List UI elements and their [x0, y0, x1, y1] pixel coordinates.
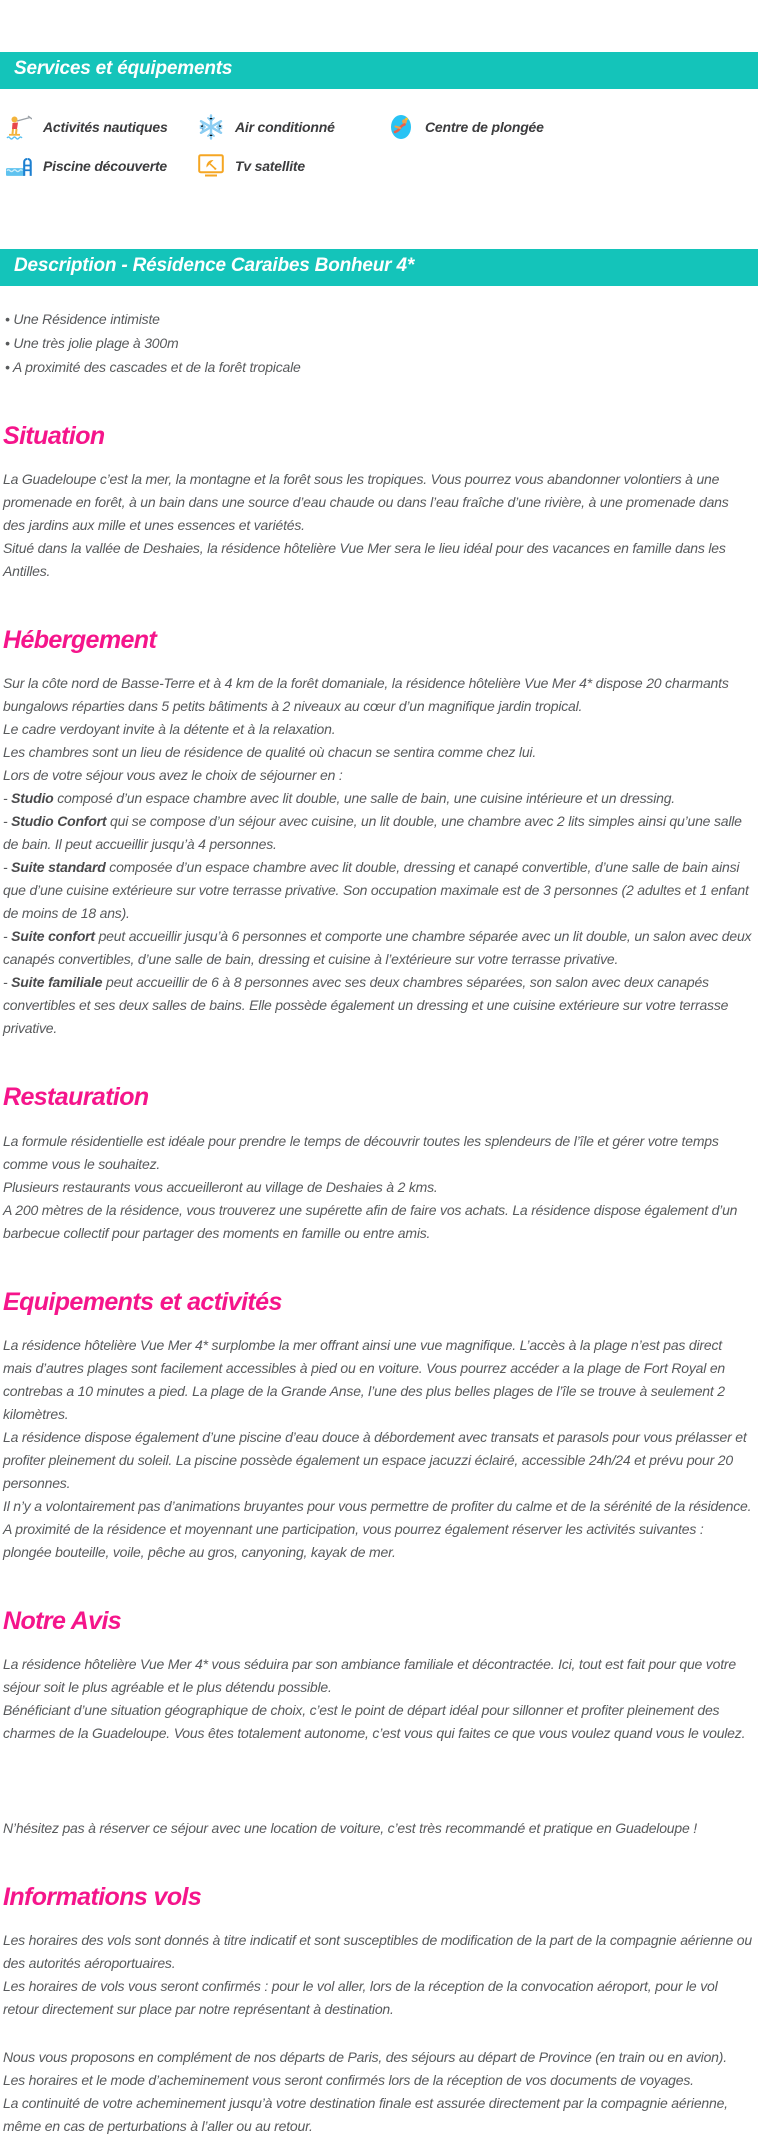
paragraph: N’hésitez pas à réserver ce séjour avec une location de voiture, c’est très recommandé et pratique en Guadeloupe ! [3, 1820, 697, 1837]
paragraph: La formule résidentielle est idéale pour prendre le temps de découvrir toutes les splendeurs de l’île et gérer votre temps comme vous le souhaitez. [3, 1132, 719, 1172]
section-title: Situation [3, 421, 105, 450]
paragraph: - Studio composé d’un espace chambre avec lit double, une salle de bain, une cuisine intérieure et un dressing. [3, 790, 675, 807]
section-situation [0, 423, 758, 583]
paragraph: La résidence hôtelière Vue Mer 4* surplombe la mer offrant ainsi une vue magnifique. L’accès à la plage n’est pas direct mais d’autres plages sont facilement accessibles à pied ou en voiture. Vous pourrez accéder a la plage de Fort Royal en contrebas a 10 minutes a pied. La plage de la Grande Anse, l’une des plus belles plages de l’île se trouve à seulement 2 kilomètres. [3, 1336, 725, 1422]
pool-ladder-icon [6, 153, 32, 179]
paragraph: Plusieurs restaurants vous accueilleront au village de Deshaies à 2 kms. [3, 1178, 438, 1195]
section-hebergement [0, 627, 758, 1040]
paragraph: - Suite familiale peut accueillir de 6 à 8 personnes avec ses deux chambres séparées, son salon avec deux canapés convertibles et ses deux salles de bains. Elle possède également un dressing et une cuisine extérieure sur votre terrasse privative. [3, 974, 729, 1037]
paragraph: Bénéficiant d’une situation géographique de choix, c’est le point de départ idéal pour sillonner et profiter pleinement des charmes de la Guadeloupe. Vous êtes totalement autonome, c’est vous qui faites ce que vous voulez quand vous le voulez. [3, 1702, 746, 1742]
section-body [3, 468, 752, 583]
section-body [3, 1653, 752, 1840]
paragraph-bold-label: Studio [11, 790, 54, 807]
paragraph-bold-label: Suite confort [11, 928, 95, 945]
highlight-item: • Une Résidence intimiste [5, 310, 160, 327]
description-banner-title: Description - Résidence Caraibes Bonheur 4* [14, 254, 415, 276]
service-item-centre-de-plongee [388, 112, 758, 142]
paragraph: Le cadre verdoyant invite à la détente et à la relaxation. [3, 721, 336, 738]
service-label: Activités nautiques [43, 118, 168, 135]
paragraph: Les chambres sont un lieu de résidence de qualité où chacun se sentira comme chez lui. [3, 744, 537, 761]
water-ski-icon [6, 114, 32, 140]
paragraph: Nous vous proposons en complément de nos départs de Paris, des séjours au départ de Province (en train ou en avion). [3, 2049, 727, 2066]
service-label: Air conditionné [235, 118, 335, 135]
highlight-item: • A proximité des cascades et de la forêt tropicale [5, 358, 301, 375]
paragraph: A proximité de la résidence et moyennant une participation, vous pourrez également réserver les activités suivantes : plongée bouteille, voile, pêche au gros, canyoning, kayak de mer. [3, 1520, 704, 1560]
paragraph-bold-label: Studio Confort [11, 813, 107, 830]
paragraph: Situé dans la vallée de Deshaies, la résidence hôtelière Vue Mer sera le lieu idéal pour des vacances en famille dans les Antilles. [3, 540, 726, 580]
section-body [3, 672, 752, 1040]
section-body [3, 1334, 752, 1564]
paragraph: Les horaires de vols vous seront confirmés : pour le vol aller, lors de la réception de la convocation aéroport, pour le vol retour directement sur place par notre représentant à destination. [3, 1978, 718, 2018]
paragraph: Les horaires et le mode d’acheminement vous seront confirmés lors de la réception de vos documents de voyages. [3, 2072, 694, 2089]
paragraph: La continuité de votre acheminement jusqu’à votre destination finale est assurée directement par la compagnie aérienne, même en cas de perturbations à l’aller ou au retour. [3, 2095, 728, 2135]
description-banner [0, 249, 758, 286]
bottom-padding [0, 2138, 758, 2156]
paragraph: - Suite standard composée d’un espace chambre avec lit double, dressing et canapé convertible, d’une salle de bain ainsi que d’une cuisine extérieure sur votre terrasse privative. Son occupation maximale est de 3 personnes (2 adultes et 1 enfant de moins de 18 ans). [3, 859, 749, 922]
paragraph: Sur la côte nord de Basse-Terre et à 4 km de la forêt domaniale, la résidence hôtelière Vue Mer 4* dispose 20 charmants bungalows réparties dans 5 petits bâtiments à 2 niveaux au cœur d’un magnifique jardin tropical. [3, 675, 729, 715]
section-title: Notre Avis [3, 1606, 122, 1635]
service-label: Centre de plongée [425, 118, 544, 135]
service-item-tv-satellite [198, 151, 388, 181]
section-body [3, 1130, 752, 1245]
service-label: Piscine découverte [43, 157, 168, 174]
section-title: Informations vols [3, 1883, 202, 1912]
section-informations-vols [0, 1884, 758, 2138]
service-item-piscine-decouverte [6, 151, 198, 181]
paragraph: La Guadeloupe c’est la mer, la montagne et la forêt sous les tropiques. Vous pourrez vous abandonner volontiers à une promenade en forêt, à un bain dans une source d’eau chaude ou dans l’eau fraîche d’une rivière, à une promenade dans des jardins aux mille et unes essences et variétés. [3, 471, 729, 534]
paragraph: Il n’y a volontairement pas d’animations bruyantes pour vous permettre de profiter du calme et de la sérénité de la résidence. [3, 1497, 752, 1514]
paragraph: Lors de votre séjour vous avez le choix de séjourner en : [3, 767, 343, 784]
highlight-item: • Une très jolie plage à 300m [5, 334, 179, 351]
section-title: Restauration [3, 1083, 149, 1112]
tv-satellite-icon [198, 153, 224, 179]
services-grid [0, 89, 758, 181]
section-restauration [0, 1084, 758, 1244]
section-notre-avis [0, 1608, 758, 1840]
section-title: Hébergement [3, 626, 157, 655]
paragraph: La résidence dispose également d’une piscine d’eau douce à débordement avec transats et parasols pour vous prélasser et profiter pleinement du soleil. La piscine possède également un espace jacuzzi éclairé, accessible 24h/24 et prévu pour 20 personnes. [3, 1428, 747, 1491]
highlights [0, 286, 758, 379]
services-banner [0, 52, 758, 89]
paragraph: - Studio Confort qui se compose d’un séjour avec cuisine, un lit double, une chambre avec 2 lits simples ainsi qu’une salle de bain. Il peut accueillir jusqu’à 4 personnes. [3, 813, 742, 853]
paragraph-bold-label: Suite familiale [11, 974, 103, 991]
service-item-air-conditionne [198, 112, 388, 142]
service-label: Tv satellite [235, 157, 305, 174]
paragraph: La résidence hôtelière Vue Mer 4* vous séduira par son ambiance familiale et décontractée. Ici, tout est fait pour que votre séjour soit le plus agréable et le plus détendu possible. [3, 1656, 736, 1696]
diver-icon [388, 114, 414, 140]
paragraph: - Suite confort peut accueillir jusqu’à 6 personnes et comporte une chambre séparée avec un lit double, un salon avec deux canapés convertibles, d’une salle de bain, dressing et cuisine à l’extérieure sur votre terrasse privative. [3, 928, 752, 968]
paragraph: A 200 mètres de la résidence, vous trouverez une supérette afin de faire vos achats. La résidence dispose également d’un barbecue collectif pour partager des moments en famille ou entre amis. [3, 1201, 738, 1241]
paragraph: Les horaires des vols sont donnés à titre indicatif et sont susceptibles de modification de la part de la compagnie aérienne ou des autorités aéroportuaires. [3, 1932, 752, 1972]
section-equipements [0, 1289, 758, 1564]
service-item-activites-nautiques [6, 112, 198, 142]
snowflake-icon [198, 114, 224, 140]
services-banner-title: Services et équipements [14, 58, 233, 79]
section-body [3, 1929, 752, 2138]
section-title: Equipements et activités [3, 1287, 282, 1316]
paragraph-bold-label: Suite standard [11, 859, 106, 876]
